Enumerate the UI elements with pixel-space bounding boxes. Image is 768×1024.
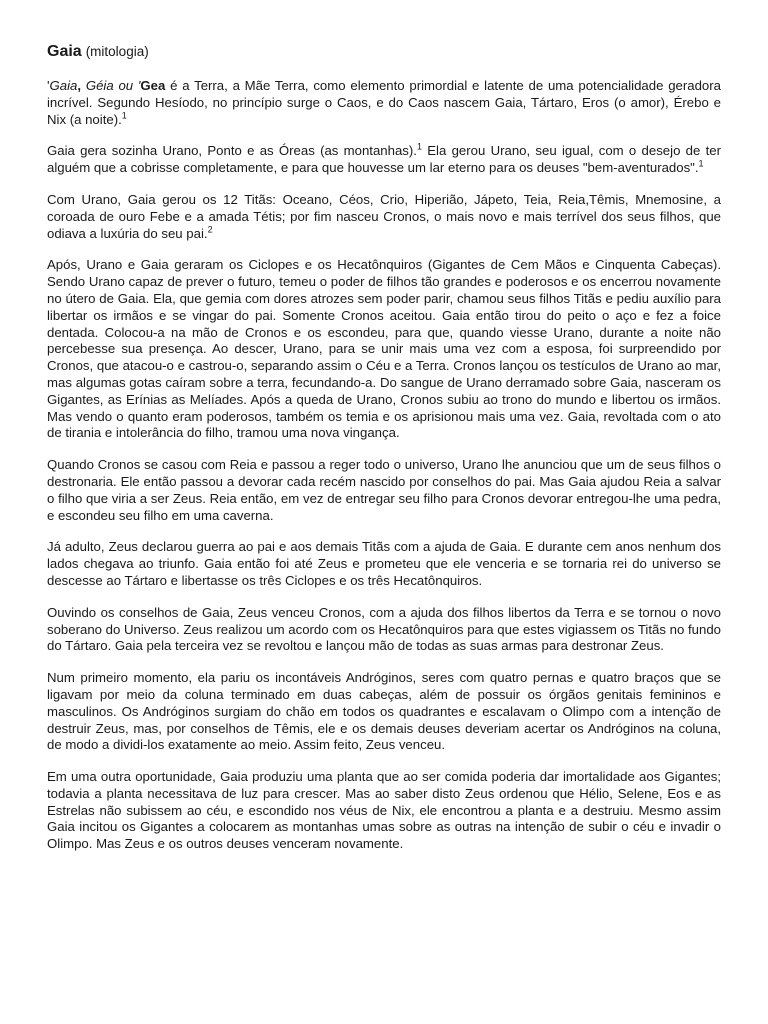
term-geia: Géia ou ' bbox=[81, 78, 141, 93]
footnote-ref: 1 bbox=[416, 142, 422, 152]
paragraph-7: Ouvindo os conselhos de Gaia, Zeus venceu Cronos, com a ajuda dos filhos libertos da Terra e se tornou o novo soberano do Universo. Zeus realizou um acordo com os Hecatônquiros para que estes vigiassem os Titãs no fundo do Tártaro. Gaia pela terceira vez se revoltou e lançou mão de todas as suas armas para destronar Zeus. bbox=[47, 604, 721, 654]
p3-text: Com Urano, Gaia gerou os 12 Titãs: Oceano, Céos, Crio, Hiperião, Jápeto, Teia, Reia,Têmis, Mnemosine, a coroada de ouro Febe e a amada Tétis; por fim nasceu Cronos, o mais novo e mais terrível dos seus filhos, que odiava a luxúria do seu pai. bbox=[47, 191, 721, 241]
footnote-ref: 1 bbox=[121, 110, 127, 121]
paragraph-8: Num primeiro momento, ela pariu os incontáveis Andróginos, seres com quatro pernas e quatro braços que se ligavam por meio da coluna terminado em duas cabeças, além de possuir os órgãos genitais femininos e masculinos. Os Andróginos surgiam do chão em todos os quadrantes e escalavam o Olimpo com a intenção de destruir Zeus, mas, por conselhos de Têmis, ele e os demais deuses deveriam acertar os Andróginos na coluna, de modo a dividi-los exatamente ao meio. Assim feito, Zeus venceu. bbox=[47, 670, 721, 753]
paragraph-6: Já adulto, Zeus declarou guerra ao pai e aos demais Titãs com a ajuda de Gaia. E durante cem anos nenhum dos lados chegava ao triunfo. Gaia então foi até Zeus e prometeu que ele venceria e se tornaria rei do universo se descesse ao Tártaro e libertasse os três Ciclopes e os três Hecatônquiros. bbox=[47, 539, 721, 588]
open-quote: ' bbox=[47, 78, 50, 93]
p2-text-b: Ela gerou Urano, seu igual, com o desejo de ter alguém que a cobrisse completamente, e para que houvesse um lar eterno para os deuses "bem-aventurados". bbox=[47, 143, 721, 176]
comma: , bbox=[77, 78, 82, 93]
footnote-ref: 2 bbox=[207, 224, 213, 235]
intro-text: é a Terra, a Mãe Terra, como elemento primordial e latente de uma potencialidade geradora incrível. Segundo Hesíodo, no princípio surge o Caos, e do Caos nascem Gaia, Tártaro, Eros (o amor), Érebo e Nix (a noite). bbox=[47, 78, 721, 127]
term-gaia: Gaia bbox=[49, 78, 78, 93]
paragraph-5: Quando Cronos se casou com Reia e passou a reger todo o universo, Urano lhe anunciou que um de seus filhos o destronaria. Ele então passou a devorar cada recém nascido por conselhos do pai. Mas Gaia ajudou Reia a salvar o filho que viria a ser Zeus. Reia então, em vez de entregar seu filho para Cronos devorar entregou-lhe uma pedra, e escondeu seu filho em uma caverna. bbox=[47, 457, 721, 523]
paragraph-intro bbox=[47, 78, 721, 128]
page-title bbox=[47, 42, 721, 62]
footnote-ref: 1 bbox=[698, 158, 704, 169]
title-subtitle: (mitologia) bbox=[85, 44, 149, 59]
p2-text-a: Gaia gera sozinha Urano, Ponto e as Óreas (as montanhas). bbox=[47, 143, 417, 159]
paragraph-3 bbox=[47, 192, 721, 242]
title-main: Gaia bbox=[47, 43, 82, 60]
paragraph-4: Após, Urano e Gaia geraram os Ciclopes e os Hecatônquiros (Gigantes de Cem Mãos e Cinquenta Cabeças). Sendo Urano capaz de prever o futuro, temeu o poder de filhos tão grandes e poderosos e os encerrou novamente no útero de Gaia. Ela, que gemia com dores atrozes sem poder parir, chamou seus filhos Titãs e pediu auxílio para libertar os irmãos e se vingar do pai. Somente Cronos aceitou. Gaia então tirou do peito o aço e fez a foice dentada. Colocou-a na mão de Cronos e os escondeu, para que, quando viesse Urano, durante a noite não percebesse sua presença. Ao descer, Urano, para se unir mais uma vez com a esposa, foi surpreendido por Cronos, que atacou-o e castrou-o, separando assim o Céu e a Terra. Cronos lançou os testículos de Urano ao mar, mas algumas gotas caíram sobre a terra, fecundando-a. Do sangue de Urano derramado sobre Gaia, nasceram os Gigantes, as Erínias as Melíades. Após a queda de Urano, Cronos subiu ao trono do mundo e libertou os irmãos. Mas vendo o quanto eram poderosos, também os temia e os aprisionou mais uma vez. Gaia, revoltada com o ato de tirania e intolerância do filho, tramou uma nova vingança. bbox=[47, 257, 721, 441]
paragraph-2 bbox=[47, 143, 721, 177]
term-gea: Gea bbox=[140, 78, 166, 93]
paragraph-9: Em uma outra oportunidade, Gaia produziu uma planta que ao ser comida poderia dar imortalidade aos Gigantes; todavia a planta necessitava de luz para crescer. Mas ao saber disto Zeus ordenou que Hélio, Selene, Eos e as Estrelas não subissem ao céu, e escondido nos véus de Nix, ele encontrou a planta e a destruiu. Mesmo assim Gaia incitou os Gigantes a colocarem as montanhas umas sobre as outras na intenção de subir o céu e invadir o Olimpo. Mas Zeus e os outros deuses venceram novamente. bbox=[47, 769, 721, 852]
